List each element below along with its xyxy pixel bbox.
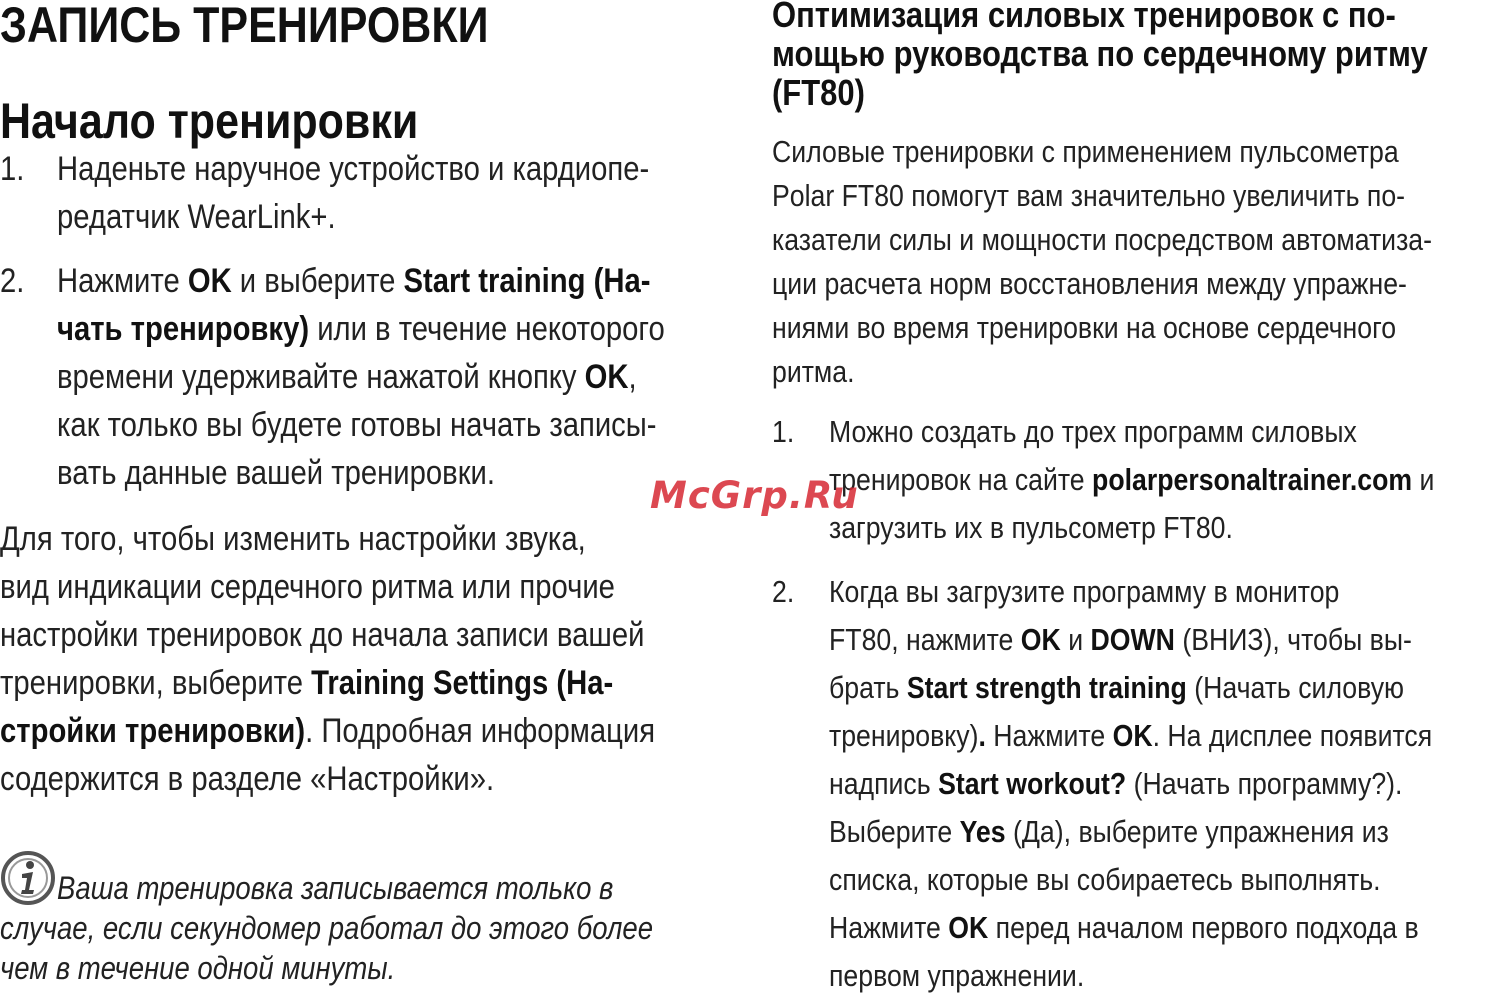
text-segment: брать bbox=[829, 670, 907, 705]
paragraph-line bbox=[772, 266, 1486, 302]
text-segment: (Начать силовую bbox=[1186, 670, 1405, 705]
text-segment: (Начать программу?). bbox=[1126, 766, 1403, 801]
step-line bbox=[829, 814, 1480, 850]
text-segment: Нажмите bbox=[57, 262, 188, 300]
step-line bbox=[829, 622, 1486, 658]
paragraph-line bbox=[0, 568, 715, 607]
heading-line bbox=[772, 33, 1486, 75]
text-segment: . На дисплее появится bbox=[1152, 718, 1433, 753]
text-segment: ниями во время тренировки на основе сердечного bbox=[772, 310, 1397, 345]
text-segment: ции расчета норм восстановления между упражне- bbox=[772, 266, 1407, 301]
paragraph-line bbox=[0, 664, 713, 703]
step-line bbox=[829, 414, 1443, 450]
text-segment: мощью руководства по сердечному ритму bbox=[772, 33, 1428, 74]
heading-line bbox=[772, 72, 880, 114]
step-line bbox=[829, 510, 1299, 546]
step-line bbox=[57, 310, 764, 349]
text-segment: тренировок на сайте bbox=[829, 462, 1093, 497]
info-icon bbox=[0, 850, 56, 906]
text-segment: первом упражнении. bbox=[829, 958, 1085, 993]
step-line bbox=[829, 862, 1470, 898]
bold-text: OK bbox=[948, 910, 989, 945]
page-title: ЗАПИСЬ ТРЕНИРОВКИ bbox=[0, 0, 489, 53]
step-line bbox=[57, 358, 731, 397]
bold-text: . bbox=[978, 718, 986, 753]
text-segment: случае, если секундомер работал до этого более bbox=[0, 910, 654, 946]
bold-text: стройки тренировки) bbox=[0, 712, 306, 750]
paragraph-line bbox=[772, 310, 1486, 346]
text-segment: надпись bbox=[829, 766, 939, 801]
text-segment: списка, которые вы собираетесь выполнять. bbox=[829, 862, 1381, 897]
step-line bbox=[829, 910, 1486, 946]
watermark: McGrp.Ru bbox=[650, 474, 859, 517]
bold-text: OK bbox=[1020, 622, 1061, 657]
bold-text: Start training (На- bbox=[403, 262, 651, 300]
text-segment: содержится в разделе «Настройки». bbox=[0, 760, 495, 798]
bold-text: Training Settings (На- bbox=[311, 664, 614, 702]
text-segment: ритма. bbox=[772, 354, 855, 389]
text-segment: и bbox=[1412, 462, 1435, 497]
note-line bbox=[0, 950, 460, 987]
text-segment: перед началом первого подхода в bbox=[988, 910, 1419, 945]
bold-text: Start workout? bbox=[938, 766, 1127, 801]
text-segment: тренировку) bbox=[829, 718, 979, 753]
step-line bbox=[829, 766, 1486, 802]
text-segment: времени удерживайте нажатой кнопку bbox=[57, 358, 585, 396]
step-line bbox=[57, 198, 381, 237]
text-segment: или в течение некоторого bbox=[309, 310, 665, 348]
text-segment: Когда вы загрузите программу в монитор bbox=[829, 574, 1340, 609]
text-segment: Для того, чтобы изменить настройки звука, bbox=[0, 520, 586, 558]
paragraph-line bbox=[772, 134, 1486, 170]
bold-text: Yes bbox=[959, 814, 1006, 849]
text-segment: чем в течение одной минуты. bbox=[0, 950, 396, 986]
step-line bbox=[829, 462, 1486, 498]
paragraph-line bbox=[0, 616, 749, 655]
paragraph-line bbox=[772, 178, 1486, 214]
text-segment: вид индикации сердечного ритма или прочие bbox=[0, 568, 615, 606]
paragraph-line bbox=[0, 712, 762, 751]
text-segment: настройки тренировок до начала записи вашей bbox=[0, 616, 645, 654]
paragraph-line bbox=[772, 222, 1486, 258]
text-segment: Силовые тренировки с применением пульсометра bbox=[772, 134, 1399, 169]
text-segment: казатели силы и мощности посредством автоматиза- bbox=[772, 222, 1433, 257]
step-number: 1. bbox=[0, 150, 25, 188]
text-segment: , bbox=[628, 358, 637, 396]
text-segment: и выберите bbox=[231, 262, 404, 300]
bold-text: DOWN bbox=[1090, 622, 1175, 657]
text-segment: и bbox=[1060, 622, 1091, 657]
step-line bbox=[57, 150, 746, 189]
step-line bbox=[57, 406, 754, 445]
bold-text: Start strength training bbox=[906, 670, 1187, 705]
step-line bbox=[57, 454, 566, 493]
bold-text: OK bbox=[584, 358, 629, 396]
text-segment: FT80, нажмите bbox=[829, 622, 1021, 657]
bold-text: OK bbox=[1112, 718, 1153, 753]
text-segment: . Подробная информация bbox=[305, 712, 656, 750]
bold-text: OK bbox=[187, 262, 232, 300]
text-segment: Оптимизация силовых тренировок с по- bbox=[772, 0, 1396, 35]
text-segment: (FT80) bbox=[772, 72, 865, 113]
text-segment: Polar FT80 помогут вам значительно увеличить по- bbox=[772, 178, 1406, 213]
text-segment: Нажмите bbox=[985, 718, 1113, 753]
text-segment: (Да), выберите упражнения из bbox=[1005, 814, 1389, 849]
text-segment: тренировки, выберите bbox=[0, 664, 312, 702]
bold-text: polarpersonaltrainer.com bbox=[1092, 462, 1413, 497]
text-segment: редатчик WearLink+. bbox=[57, 198, 336, 236]
step-line bbox=[829, 718, 1486, 754]
text-segment: вать данные вашей тренировки. bbox=[57, 454, 495, 492]
note-line bbox=[57, 870, 704, 907]
bold-text: чать тренировку) bbox=[57, 310, 310, 348]
paragraph-line bbox=[0, 760, 575, 799]
step-number: 1. bbox=[772, 414, 795, 449]
step-line bbox=[57, 262, 747, 301]
text-segment: Можно создать до трех программ силовых bbox=[829, 414, 1357, 449]
text-segment: как только вы будете готовы начать записы- bbox=[57, 406, 657, 444]
text-segment: (ВНИЗ), чтобы вы- bbox=[1174, 622, 1412, 657]
section-title: Начало тренировки bbox=[0, 93, 419, 149]
step-line bbox=[829, 958, 1126, 994]
step-number: 2. bbox=[772, 574, 795, 609]
heading-line bbox=[772, 0, 1486, 36]
text-segment: Ваша тренировка записывается только в bbox=[57, 870, 614, 906]
paragraph-line bbox=[0, 520, 681, 559]
paragraph-line bbox=[772, 354, 868, 390]
text-segment: Нажмите bbox=[829, 910, 949, 945]
step-number: 2. bbox=[0, 262, 25, 300]
text-segment: загрузить их в пульсометр FT80. bbox=[829, 510, 1233, 545]
step-line bbox=[829, 670, 1486, 706]
step-line bbox=[829, 574, 1422, 610]
text-segment: Выберите bbox=[829, 814, 960, 849]
text-segment: Наденьте наручное устройство и кардиопе- bbox=[57, 150, 650, 188]
note-line bbox=[0, 910, 759, 947]
